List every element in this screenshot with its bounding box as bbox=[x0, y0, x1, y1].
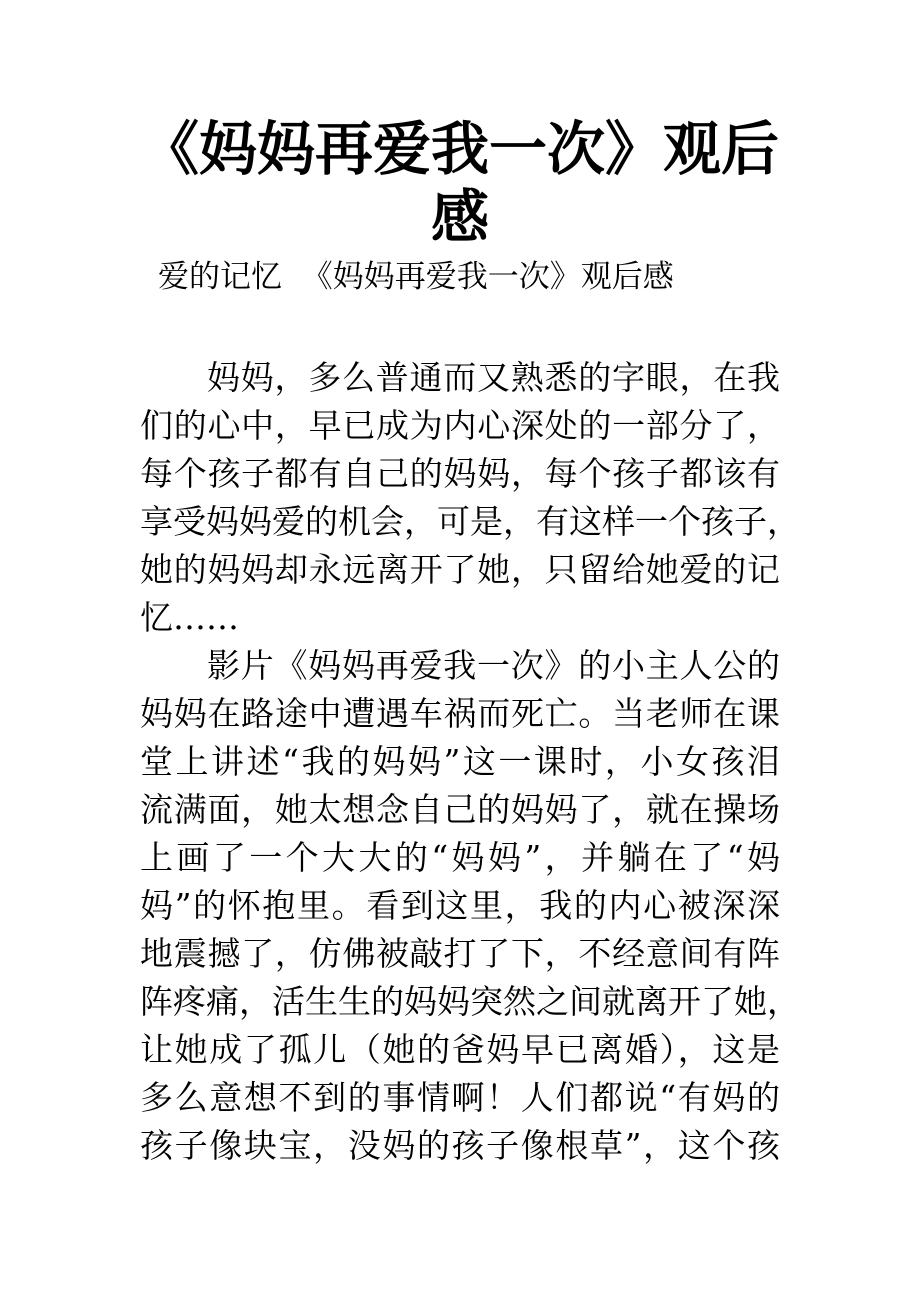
paragraph-1-line: 每个孩子都有自己的妈妈，每个孩子都该有 bbox=[140, 454, 780, 493]
paragraph-2-line: 妈”的怀抱里。看到这里，我的内心被深深 bbox=[140, 886, 780, 925]
paragraph-2-line: 地震撼了，仿佛被敲打了下，不经意间有阵 bbox=[140, 934, 780, 973]
paragraph-1-line: 们的心中，早已成为内心深处的一部分了， bbox=[140, 406, 780, 445]
paragraph-2-line: 孩子像块宝，没妈的孩子像根草”，这个孩 bbox=[140, 1126, 780, 1165]
paragraph-2-line: 流满面，她太想念自己的妈妈了，就在操场 bbox=[140, 790, 780, 829]
paragraph-2-line: 堂上讲述“我的妈妈”这一课时，小女孩泪 bbox=[140, 742, 780, 781]
paragraph-1-line: 妈妈，多么普通而又熟悉的字眼，在我 bbox=[207, 358, 780, 397]
paragraph-2-line: 让她成了孤儿（她的爸妈早已离婚），这是 bbox=[140, 1030, 780, 1069]
paragraph-2-line: 影片《妈妈再爱我一次》的小主人公的 bbox=[207, 646, 780, 685]
document-title-line-1: 《妈妈再爱我一次》观后 bbox=[140, 115, 779, 183]
paragraph-1-line: 忆…… bbox=[140, 598, 239, 637]
document-title-line-2: 感 bbox=[430, 183, 489, 251]
document-subtitle: 爱的记忆 《妈妈再爱我一次》观后感 bbox=[158, 259, 674, 295]
paragraph-2-line: 多么意想不到的事情啊！人们都说“有妈的 bbox=[140, 1078, 780, 1117]
paragraph-2-line: 妈妈在路途中遭遇车祸而死亡。当老师在课 bbox=[140, 694, 780, 733]
paragraph-1-line: 她的妈妈却永远离开了她，只留给她爱的记 bbox=[140, 550, 780, 589]
paragraph-2-line: 上画了一个大大的“妈妈”，并躺在了“妈 bbox=[140, 838, 780, 877]
paragraph-1-line: 享受妈妈爱的机会，可是，有这样一个孩子， bbox=[140, 502, 800, 541]
paragraph-2-line: 阵疼痛，活生生的妈妈突然之间就离开了她， bbox=[140, 982, 800, 1021]
